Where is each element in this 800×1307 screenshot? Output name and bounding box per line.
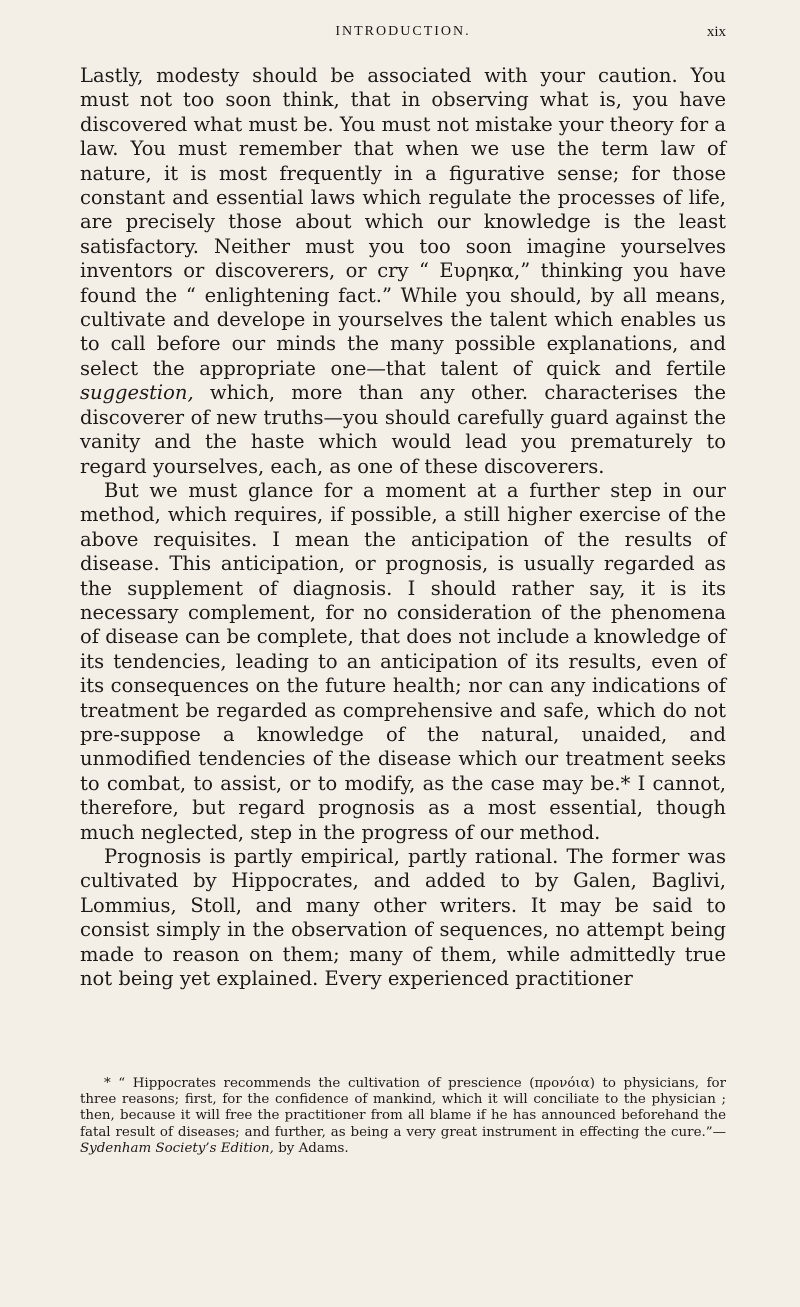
paragraph-prognosis	[80, 845, 726, 991]
paragraph-modesty	[80, 64, 726, 479]
footnote-segment: * “ Hippocrates recommends the cultivation of prescience (προνόια) to physicians, for three reasons; first, for the confidence of mankind, which it will conciliate to the physician ; then, because it will free the practitioner from all blame if he has announced beforehand the fatal result of diseases; and further, as being a very great instrument in effecting the cure.”—	[80, 1076, 726, 1140]
text-segment: Prognosis is partly empirical, partly rational. The former was cultivated by Hippocrates, and added to by Galen, Baglivi, Lommius, Stoll, and many other writers. It may be said to consist simply in the observation of sequences, no attempt being made to reason on them; many of them, while admittedly true not being yet explained. Every experienced practitioner	[80, 845, 726, 991]
running-title: INTRODUCTION.	[335, 24, 471, 39]
text-segment-italic: suggestion,	[80, 381, 194, 405]
footnote	[80, 1076, 726, 1157]
footnote-paragraph	[80, 1076, 726, 1157]
text-segment: Lastly, modesty should be associated with your caution. You must not too soon think, that in observing what is, you have discovered what must be. You must not mistake your theory for a law. You must remember that when we use the term law of nature, it is most frequently in a figurative sense; for those constant and essential laws which regulate the processes of life, are precisely those about which our knowledge is the least satisfactory. Neither must you too soon imagine yourselves inventors or discoverers, or cry “ Ευρηκα,” thinking you have found the “ enlightening fact.” While you should, by all means, cultivate and develope in yourselves the talent which enables us to call before our minds the many possible explanations, and select the appropriate one—that talent of quick and fertile	[80, 64, 726, 380]
running-head	[80, 24, 726, 48]
page-number: xix	[706, 24, 726, 40]
paragraph-anticipation	[80, 479, 726, 845]
text-segment: But we must glance for a moment at a further step in our method, which requires, if possible, a still higher exercise of the above requisites. I mean the anticipation of the results of disease. This anticipation, or prognosis, is usually regarded as the supplement of diagnosis. I should rather say, it is its necessary complement, for no consideration of the phenomena of disease can be complete, that does not include a knowledge of its tendencies, leading to an anticipation of its results, even of its consequences on the future health; nor can any indications of treatment be regarded as comprehensive and safe, which do not pre-suppose a knowledge of the natural, unaided, and unmodified tendencies of the disease which our treatment seeks to combat, to assist, or to modify, as the case may be.* I cannot, therefore, but regard prognosis as a most essential, though much neglected, step in the progress of our method.	[80, 478, 726, 844]
footnote-segment: by Adams.	[273, 1140, 349, 1156]
footnote-segment-italic: Sydenham Society’s Edition,	[80, 1140, 274, 1156]
book-page	[80, 0, 726, 1307]
text-segment: which, more than any other. characterises the discoverer of new truths—you should carefully guard against the vanity and the haste which would lead you prematurely to regard yourselves, each, as one of these discoverers.	[80, 381, 726, 478]
body-text	[80, 64, 726, 991]
